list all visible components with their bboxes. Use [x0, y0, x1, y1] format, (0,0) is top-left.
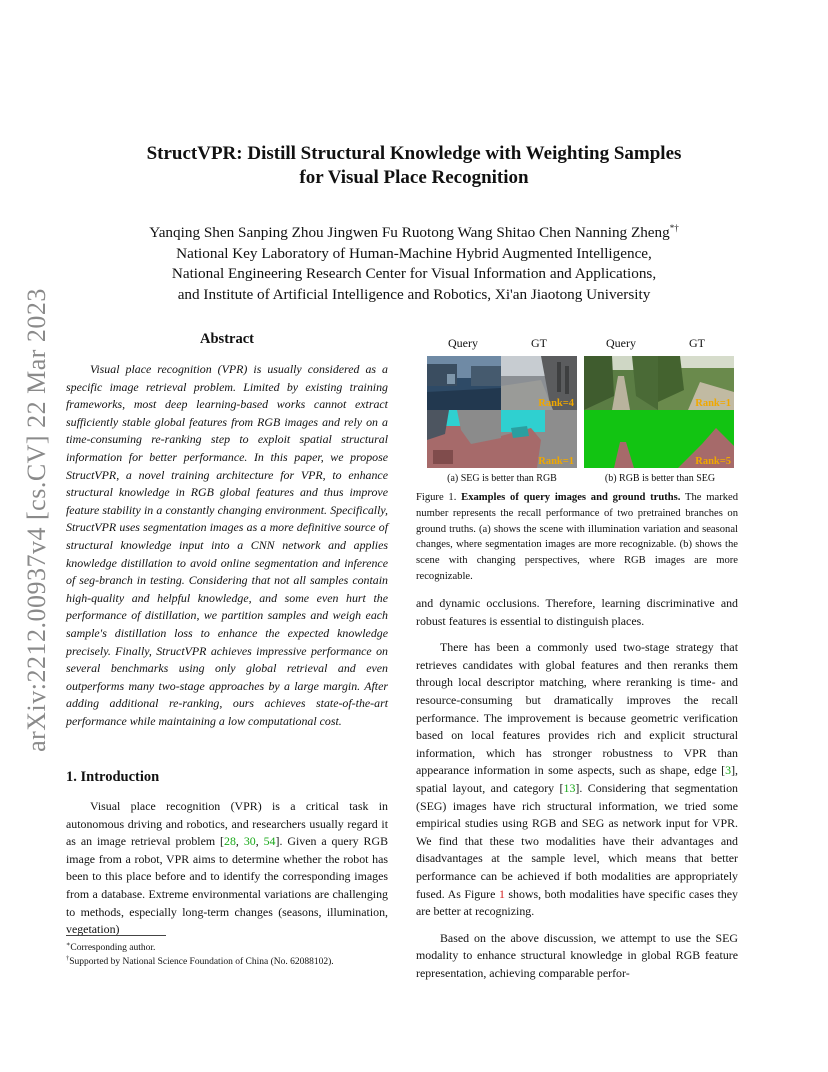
figure-b-seg-query-image: [584, 410, 658, 468]
right-p1-text-d: shows, both modalities have specific cases they are better at recognizing.: [416, 886, 738, 919]
arxiv-id-text: arXiv:2212.00937v4 [cs.CV] 22 Mar 2023: [22, 288, 51, 752]
figure-subcaption-a: (a) SEG is better than RGB: [447, 473, 557, 484]
citation-13[interactable]: 13: [563, 780, 576, 795]
figure-a-seg-query-image: [427, 410, 501, 468]
footnote-rule: [66, 935, 166, 936]
abstract-body: [66, 361, 388, 730]
footnote-corresponding: ∗Corresponding author.: [66, 941, 156, 954]
rank-b-seg: Rank=5: [695, 456, 731, 467]
paper-title: [60, 142, 768, 190]
figure-label-query-b: Query: [606, 336, 636, 350]
right-p1-text-c: ]. Considering that segmentation (SEG) images have rich structural information, we tried some empirical studies using RGB and SEG as network input for VPR. We find that these two modalities have their advantages and disadvantages at the sample level, which means that better performance can be achieved if both modalities are appropriately fused. As Figure: [416, 780, 738, 901]
rank-b-rgb: Rank=1: [695, 398, 731, 409]
figure-subcaption-b: (b) RGB is better than SEG: [604, 473, 716, 484]
abstract-heading: Abstract: [200, 331, 254, 347]
affiliation-2: National Engineering Research Center for Visual Information and Applications,: [171, 265, 657, 283]
title-line-1: StructVPR: Distill Structural Knowledge with Weighting Samples: [146, 143, 682, 164]
intro-sep-2: ,: [255, 834, 264, 849]
figure-label-query-a: Query: [448, 336, 478, 350]
footnote-2-text: Supported by National Science Foundation of China (No. 62088102).: [69, 957, 334, 968]
figure-label-gt-b: GT: [689, 336, 705, 350]
title-line-2: for Visual Place Recognition: [299, 167, 529, 188]
intro-text-b: ]. Given a query RGB image from a robot, VPR aims to determine whether the robot has been to this place before and to identify the corresponding images from a database. Extreme environmental variations are challenging to methods, especially long-term changes (seasons, illumination, vegetation): [66, 834, 388, 937]
figure-a-rgb-query-image: [427, 356, 501, 410]
figure-b-seg-gt-image: [658, 410, 734, 468]
figure-a-rgb-gt-image: [501, 356, 577, 410]
right-column-body: [416, 595, 738, 982]
affiliation-1: National Key Laboratory of Human-Machine Hybrid Augmented Intelligence,: [176, 244, 652, 262]
intro-paragraph: [66, 798, 388, 939]
intro-sep-1: ,: [235, 834, 244, 849]
author-names: Yanqing Shen Sanping Zhou Jingwen Fu Ruotong Wang Shitao Chen Nanning Zheng: [149, 224, 670, 242]
figure-ref-1[interactable]: 1: [498, 886, 505, 901]
author-block: [60, 218, 768, 305]
figure-label-gt-a: GT: [531, 336, 547, 350]
figure-b-rgb-query-image: [584, 356, 658, 410]
caption-bold: Examples of query images and ground truths.: [461, 492, 681, 503]
citation-30[interactable]: 30: [243, 834, 256, 849]
figure-caption: [416, 490, 738, 585]
right-p1-text-b: ], spatial layout, and category [: [416, 763, 738, 795]
abstract-text: Visual place recognition (VPR) is usually considered as a specific image retrieval problem. Limited by existing training frameworks, most deep learning-based works cannot extract sufficiently stable global features from RGB images and rely on a time-consuming re-ranking step to exploit spatial structural information for better performance. In this paper, we propose StructVPR, a novel training architecture for VPR, to enhance structural knowledge in RGB global features and thus improve feature stability in a constantly changing environment. Specifically, StructVPR uses segmentation images as a more definitive source of structural knowledge input into a CNN network and applies knowledge distillation to avoid online segmentation and inference of seg-branch in testing. Considering that not all samples contain high-quality and helpful knowledge, and some even hurt the performance of distillation, we partition samples and weigh each sample's distillation loss to enhance the expected knowledge precisely. Finally, StructVPR achieves impressive performance on several benchmarks using only global retrieval and even outperforms many two-stage approaches by a large margin. After adding additional re-ranking, ours achieves state-of-the-art performance while maintaining a low computational cost.: [66, 362, 388, 728]
footnote-1-text: Corresponding author.: [70, 943, 156, 954]
right-paragraph-2: Based on the above discussion, we attempt to use the SEG modality to enhance structural knowledge in global RGB feature representation, achieving comparable perfor-: [416, 930, 738, 980]
arxiv-identifier: [22, 280, 52, 760]
citation-54[interactable]: 54: [263, 834, 276, 849]
rank-a-seg: Rank=1: [538, 456, 574, 467]
citation-28[interactable]: 28: [224, 834, 236, 849]
intro-body: [66, 798, 388, 939]
author-list: [60, 218, 768, 244]
affiliation-3: and Institute of Artificial Intelligence and Robotics, Xi'an Jiaotong University: [177, 285, 651, 303]
right-paragraph-0: and dynamic occlusions. Therefore, learning discriminative and robust features is essential to distinguish places.: [416, 596, 738, 628]
caption-text: The marked number represents the recall performance of two pretrained branches on ground truths. (a) shows the scene with illumination variation and seasonal changes, where segmentation images are more recognizable. (b) shows the scene with changing perspectives, where RGB images are more recognizable.: [416, 492, 739, 582]
right-p1-text-a: There has been a commonly used two-stage strategy that retrieves candidates with global features and then reranks them through local descriptor matching, where reranking is time- and resource-consuming but dramatically improves the recall performance. The improvement is because geometric verification based on local features provides rich and explicit structural information, which has stronger robustness to VPR than appearance information in some aspects, such as shape, edge [: [416, 640, 738, 778]
rank-a-rgb: Rank=4: [538, 398, 574, 409]
figure-a-seg-gt-image: [501, 410, 577, 468]
right-paragraph-1: [416, 639, 738, 921]
figure-b-rgb-gt-image: [658, 356, 734, 410]
author-marks: *†: [669, 223, 679, 233]
caption-prefix: Figure 1.: [416, 492, 462, 503]
intro-heading: 1. Introduction: [66, 769, 160, 785]
intro-text-a: Visual place recognition (VPR) is a critical task in autonomous driving and robotics, and researchers usually regard it as an image retrieval problem [: [66, 799, 388, 849]
citation-3[interactable]: 3: [725, 763, 732, 778]
footnote-funding: †Supported by National Science Foundation of China (No. 62088102).: [66, 955, 334, 968]
